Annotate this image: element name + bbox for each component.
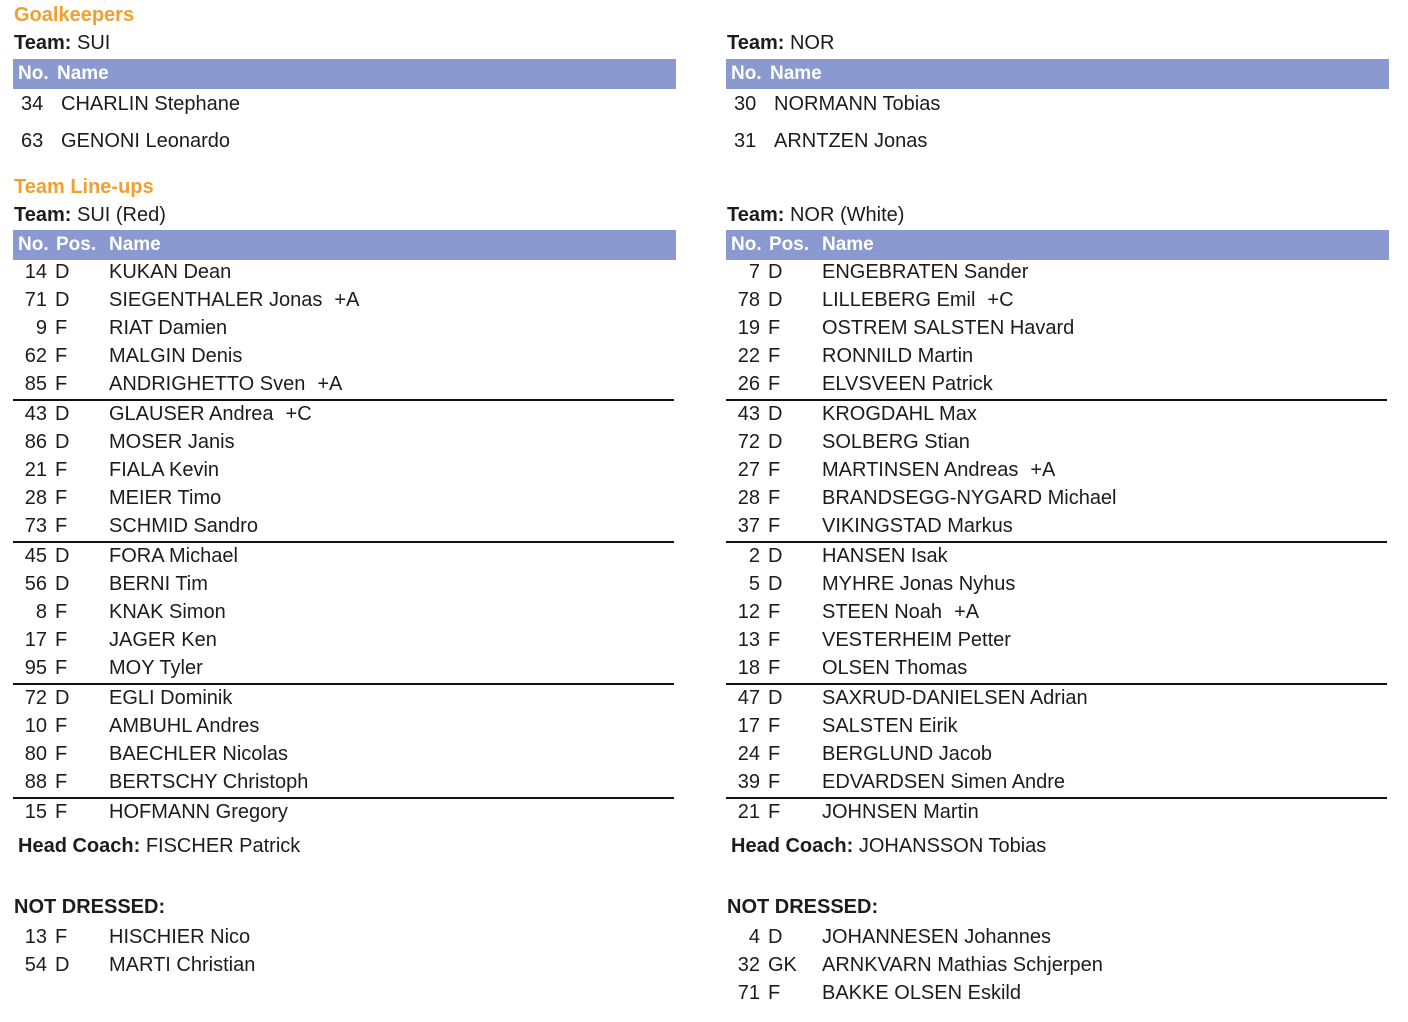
player-position: F [55, 373, 68, 395]
player-name: VESTERHEIM Petter [822, 629, 1011, 651]
player-name: FIALA Kevin [109, 459, 220, 481]
player-number: 72 [737, 431, 760, 453]
player-name: BERGLUND Jacob [822, 743, 993, 765]
player-name: ANDRIGHETTO Sven [109, 373, 306, 395]
player-position: D [55, 431, 70, 453]
player-number: 71 [737, 982, 760, 1004]
player-position: F [768, 459, 781, 481]
player-name-cell [822, 487, 1117, 510]
player-position: F [55, 601, 68, 623]
player-name-cell [109, 345, 242, 368]
player-number: 95 [24, 657, 47, 679]
player-number: 47 [737, 687, 760, 709]
player-name: GENONI Leonardo [61, 130, 230, 152]
captain-badge: +A [317, 373, 343, 395]
header-no: No. [18, 234, 49, 255]
player-name: MOSER Janis [109, 431, 235, 453]
player-number: 28 [24, 487, 47, 509]
player-number: 71 [24, 289, 47, 311]
player-row [726, 259, 1389, 287]
player-name: ARNTZEN Jonas [774, 130, 928, 152]
player-name-cell [109, 261, 231, 284]
player-row [13, 457, 676, 485]
player-position: F [55, 317, 68, 339]
player-row [13, 513, 676, 541]
player-position: F [768, 345, 781, 367]
lineup-table-header [726, 230, 1389, 260]
player-name-cell [822, 403, 977, 426]
captain-badge: +A [334, 289, 360, 311]
player-name-cell [109, 743, 288, 766]
player-name-cell [822, 515, 1013, 538]
player-name-cell [109, 487, 221, 510]
player-name: VIKINGSTAD Markus [822, 515, 1013, 537]
player-name: FORA Michael [109, 545, 238, 567]
gk-row [726, 130, 1389, 156]
player-name: JOHANNESEN Johannes [822, 926, 1051, 948]
player-number: 26 [737, 373, 760, 395]
player-position: D [55, 545, 70, 567]
player-name: SALSTEN Eirik [822, 715, 958, 737]
not-dressed-title: NOT DRESSED: [727, 896, 879, 918]
player-name: KROGDAHL Max [822, 403, 977, 425]
player-name: EDVARDSEN Simen Andre [822, 771, 1066, 793]
gk-row [13, 93, 676, 119]
player-position: F [768, 629, 781, 651]
player-name-cell [109, 601, 226, 624]
player-name: RIAT Damien [109, 317, 228, 339]
player-row [13, 429, 676, 457]
player-row [726, 952, 1389, 980]
captain-badge: +C [285, 403, 312, 425]
player-position: D [55, 289, 70, 311]
player-number: 28 [737, 487, 760, 509]
player-name: ENGEBRATEN Sander [822, 261, 1029, 283]
player-position: D [55, 261, 70, 283]
player-name-cell [109, 373, 342, 396]
player-name: LILLEBERG Emil [822, 289, 976, 311]
player-row [726, 924, 1389, 952]
player-position: F [768, 601, 781, 623]
player-number: 19 [737, 317, 760, 339]
header-no: No. [731, 63, 762, 84]
player-name: KUKAN Dean [109, 261, 232, 283]
player-name: JOHNSEN Martin [822, 801, 979, 823]
player-name: SIEGENTHALER Jonas [109, 289, 323, 311]
player-row [726, 713, 1389, 741]
player-name-cell [109, 926, 250, 949]
player-row [726, 655, 1389, 683]
player-name: CHARLIN Stephane [61, 93, 240, 115]
player-row [726, 457, 1389, 485]
player-name: OSTREM SALSTEN Havard [822, 317, 1075, 339]
player-name-cell [109, 657, 203, 680]
player-name: BERTSCHY Christoph [109, 771, 309, 793]
player-position: D [55, 573, 70, 595]
head-coach [18, 835, 300, 858]
player-name: MYHRE Jonas Nyhus [822, 573, 1016, 595]
gk-table-header [726, 59, 1389, 89]
player-number: 88 [24, 771, 47, 793]
player-name-cell [109, 715, 259, 738]
lineup-list [726, 259, 1389, 827]
gk-team-label [727, 32, 834, 55]
header-no: No. [18, 63, 49, 84]
player-number: 12 [737, 601, 760, 623]
player-row [13, 655, 676, 683]
player-name: ELVSVEEN Patrick [822, 373, 993, 395]
player-number: 30 [734, 93, 757, 115]
lineup-team-label [727, 204, 904, 227]
player-name-cell [109, 317, 227, 340]
player-name-cell [109, 801, 288, 824]
player-position: F [55, 487, 68, 509]
player-position: F [768, 515, 781, 537]
captain-badge: +A [954, 601, 980, 623]
team-name: NOR [789, 32, 835, 54]
player-row [726, 371, 1389, 399]
player-position: F [768, 771, 781, 793]
player-name: ARNKVARN Mathias Schjerpen [822, 954, 1103, 976]
player-row [726, 980, 1389, 1008]
player-number: 2 [748, 545, 760, 567]
player-position: D [768, 926, 783, 948]
header-name: Name [822, 234, 874, 255]
player-position: F [768, 487, 781, 509]
player-row [13, 315, 676, 343]
player-row [726, 429, 1389, 457]
header-name: Name [57, 63, 109, 84]
player-number: 17 [737, 715, 760, 737]
team-label: Team: [14, 204, 72, 226]
player-name-cell [822, 431, 970, 454]
header-name: Name [770, 63, 822, 84]
player-row [13, 769, 676, 797]
player-name-cell [822, 657, 967, 680]
player-name-cell [822, 743, 992, 766]
goalkeepers-title: Goalkeepers [14, 4, 135, 26]
player-row [13, 401, 676, 429]
player-name: STEEN Noah [822, 601, 943, 623]
team-name: SUI [76, 32, 111, 54]
team-lineups-title: Team Line-ups [14, 176, 154, 198]
team-label: Team: [727, 204, 785, 226]
player-number: 15 [24, 801, 47, 823]
player-number: 63 [21, 130, 44, 152]
player-name-cell [822, 317, 1074, 340]
player-position: F [55, 926, 68, 948]
captain-badge: +A [1030, 459, 1056, 481]
player-row [13, 627, 676, 655]
player-number: 39 [737, 771, 760, 793]
player-name-cell [822, 545, 948, 568]
player-number: 4 [748, 926, 760, 948]
player-number: 10 [24, 715, 47, 737]
player-number: 86 [24, 431, 47, 453]
player-number: 27 [737, 459, 760, 481]
player-name-cell [822, 715, 958, 738]
player-name-cell [822, 261, 1028, 284]
player-row [726, 571, 1389, 599]
player-position: D [768, 261, 783, 283]
player-name-cell [822, 982, 1021, 1005]
player-row [726, 287, 1389, 315]
player-row [13, 599, 676, 627]
player-number: 43 [737, 403, 760, 425]
player-name: HANSEN Isak [822, 545, 948, 567]
player-row [726, 343, 1389, 371]
player-number: 14 [24, 261, 47, 283]
player-row [13, 259, 676, 287]
player-position: F [768, 373, 781, 395]
gk-row [726, 93, 1389, 119]
player-row [13, 799, 676, 827]
player-position: F [768, 317, 781, 339]
not-dressed-list [726, 924, 1389, 1008]
player-position: GK [768, 954, 797, 976]
player-name: BAECHLER Nicolas [109, 743, 288, 765]
player-position: D [768, 545, 783, 567]
head-coach [731, 835, 1046, 858]
player-position: D [768, 687, 783, 709]
player-name-cell [109, 573, 208, 596]
player-number: 7 [748, 261, 760, 283]
lineup-table-header [13, 230, 676, 260]
player-name-cell [822, 289, 1014, 312]
player-name-cell [109, 687, 232, 710]
player-number: 21 [24, 459, 47, 481]
player-number: 43 [24, 403, 47, 425]
player-name: RONNILD Martin [822, 345, 974, 367]
team-label: Team: [14, 32, 72, 54]
player-name-cell [822, 629, 1011, 652]
player-name-cell [822, 459, 1055, 482]
player-row [13, 543, 676, 571]
player-position: F [55, 657, 68, 679]
player-number: 34 [21, 93, 44, 115]
not-dressed-title: NOT DRESSED: [14, 896, 166, 918]
player-number: 62 [24, 345, 47, 367]
player-position: D [768, 573, 783, 595]
player-row [13, 685, 676, 713]
player-row [726, 741, 1389, 769]
player-name-cell [109, 515, 258, 538]
coach-name: JOHANSSON Tobias [858, 835, 1047, 857]
player-name-cell [822, 573, 1015, 596]
player-position: F [55, 515, 68, 537]
player-name: SAXRUD-DANIELSEN Adrian [822, 687, 1088, 709]
player-position: F [55, 771, 68, 793]
team-name: SUI (Red) [76, 204, 166, 226]
gk-table-header [13, 59, 676, 89]
player-name: GLAUSER Andrea [109, 403, 274, 425]
player-name: SOLBERG Stian [822, 431, 970, 453]
player-position: D [55, 403, 70, 425]
player-row [726, 769, 1389, 797]
player-position: D [55, 687, 70, 709]
player-row [13, 713, 676, 741]
lineup-list [13, 259, 676, 827]
player-name-cell [109, 954, 255, 977]
player-position: F [55, 345, 68, 367]
player-number: 8 [35, 601, 47, 623]
header-no: No. [731, 234, 762, 255]
player-name-cell [822, 345, 973, 368]
player-name-cell [109, 771, 308, 794]
player-position: F [768, 982, 781, 1004]
player-row [13, 741, 676, 769]
team-name: NOR (White) [789, 204, 905, 226]
player-number: 5 [748, 573, 760, 595]
player-number: 56 [24, 573, 47, 595]
player-position: F [55, 801, 68, 823]
player-number: 17 [24, 629, 47, 651]
captain-badge: +C [987, 289, 1014, 311]
player-name: NORMANN Tobias [774, 93, 941, 115]
player-name-cell [109, 431, 235, 454]
player-name: MALGIN Denis [109, 345, 243, 367]
player-name: BRANDSEGG-NYGARD Michael [822, 487, 1117, 509]
player-name-cell [822, 687, 1088, 710]
player-row [726, 543, 1389, 571]
player-position: D [768, 431, 783, 453]
player-position: D [768, 289, 783, 311]
player-name: BAKKE OLSEN Eskild [822, 982, 1021, 1004]
player-number: 37 [737, 515, 760, 537]
player-number: 21 [737, 801, 760, 823]
player-number: 54 [24, 954, 47, 976]
player-number: 22 [737, 345, 760, 367]
gk-team-label [14, 32, 110, 55]
player-name: AMBUHL Andres [109, 715, 260, 737]
gk-row [13, 130, 676, 156]
player-row [726, 485, 1389, 513]
coach-label: Head Coach: [18, 835, 141, 857]
player-name-cell [822, 373, 993, 396]
player-row [726, 513, 1389, 541]
player-name: MARTINSEN Andreas [822, 459, 1019, 481]
player-name: MARTI Christian [109, 954, 256, 976]
player-name: JAGER Ken [109, 629, 217, 651]
player-name: HOFMANN Gregory [109, 801, 288, 823]
player-row [13, 924, 676, 952]
player-row [13, 287, 676, 315]
coach-label: Head Coach: [731, 835, 854, 857]
player-name-cell [822, 926, 1051, 949]
header-name: Name [109, 234, 161, 255]
player-row [726, 315, 1389, 343]
player-number: 9 [35, 317, 47, 339]
player-name-cell [822, 771, 1065, 794]
player-number: 13 [737, 629, 760, 651]
player-name: MEIER Timo [109, 487, 222, 509]
player-number: 80 [24, 743, 47, 765]
player-row [726, 685, 1389, 713]
player-number: 72 [24, 687, 47, 709]
player-number: 73 [24, 515, 47, 537]
player-name-cell [109, 289, 359, 312]
player-name: HISCHIER Nico [109, 926, 251, 948]
player-name-cell [822, 954, 1103, 977]
player-name: OLSEN Thomas [822, 657, 968, 679]
player-name-cell [109, 459, 219, 482]
player-number: 32 [737, 954, 760, 976]
coach-name: FISCHER Patrick [145, 835, 301, 857]
player-row [726, 627, 1389, 655]
player-name-cell [822, 801, 979, 824]
player-name: MOY Tyler [109, 657, 203, 679]
player-number: 31 [734, 130, 757, 152]
player-position: F [768, 743, 781, 765]
player-name: EGLI Dominik [109, 687, 233, 709]
player-number: 18 [737, 657, 760, 679]
player-number: 13 [24, 926, 47, 948]
player-name: SCHMID Sandro [109, 515, 258, 537]
not-dressed-list [13, 924, 676, 980]
lineup-team-label [14, 204, 166, 227]
player-number: 78 [737, 289, 760, 311]
player-row [726, 599, 1389, 627]
player-position: D [768, 403, 783, 425]
player-position: F [768, 715, 781, 737]
player-row [13, 371, 676, 399]
player-row [13, 571, 676, 599]
player-name-cell [109, 403, 312, 426]
player-row [13, 485, 676, 513]
player-position: F [55, 743, 68, 765]
player-position: F [55, 459, 68, 481]
player-name-cell [109, 629, 217, 652]
player-name-cell [822, 601, 979, 624]
player-number: 45 [24, 545, 47, 567]
header-pos: Pos. [56, 234, 97, 255]
player-position: F [768, 801, 781, 823]
player-name: KNAK Simon [109, 601, 226, 623]
player-row [726, 799, 1389, 827]
player-position: D [55, 954, 70, 976]
player-number: 24 [737, 743, 760, 765]
team-label: Team: [727, 32, 785, 54]
player-position: F [55, 629, 68, 651]
player-row [726, 401, 1389, 429]
player-name: BERNI Tim [109, 573, 208, 595]
player-row [13, 952, 676, 980]
player-number: 85 [24, 373, 47, 395]
player-name-cell [109, 545, 238, 568]
player-position: F [55, 715, 68, 737]
player-position: F [768, 657, 781, 679]
header-pos: Pos. [769, 234, 810, 255]
player-row [13, 343, 676, 371]
